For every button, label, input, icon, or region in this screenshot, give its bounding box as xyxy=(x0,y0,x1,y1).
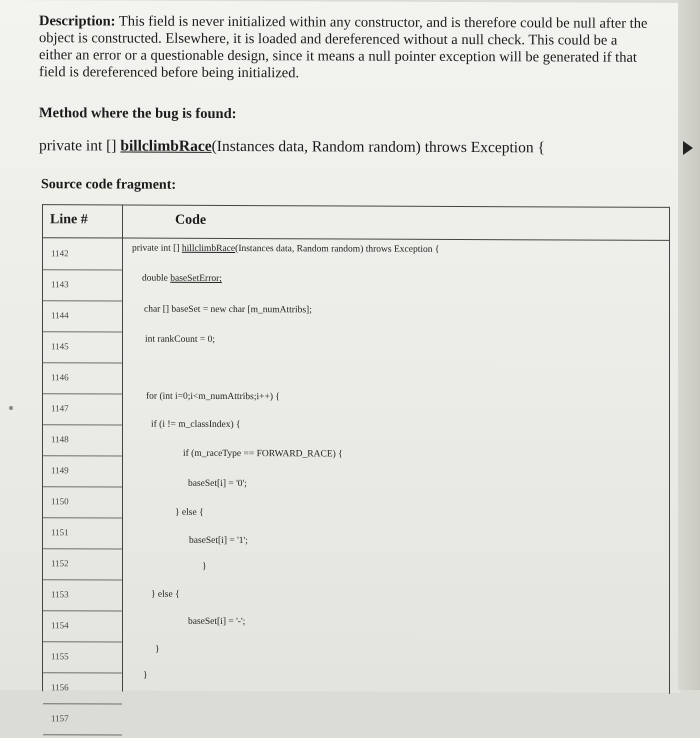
page-edge-shadow xyxy=(678,0,700,690)
line-number: 1149 xyxy=(51,465,69,476)
line-number: 1151 xyxy=(51,527,69,538)
code-line-1142 xyxy=(132,244,439,255)
margin-dot xyxy=(9,406,13,410)
code-line-1156: } xyxy=(155,644,160,655)
table-row xyxy=(43,455,122,487)
header-line-number: Line # xyxy=(50,212,88,228)
line-number: 1150 xyxy=(51,496,69,507)
table-row xyxy=(43,486,122,518)
code-1142-method: hillclimbRace xyxy=(181,243,236,255)
table-row xyxy=(43,548,122,580)
code-1143-field: baseSetError; xyxy=(170,273,222,284)
method-sig-suffix: (Instances data, Random random) throws Exception { xyxy=(211,137,545,157)
line-number: 1154 xyxy=(51,620,69,631)
line-number: 1148 xyxy=(51,434,69,445)
code-line-1144: char [] baseSet = new char [m_numAttribs]; xyxy=(144,304,312,316)
description-label: Description: xyxy=(39,13,116,30)
table-row xyxy=(43,579,122,611)
line-number: 1146 xyxy=(51,372,69,383)
method-signature xyxy=(39,137,545,157)
code-line-1154: } else { xyxy=(151,589,180,600)
code-line-1149: if (m_raceType == FORWARD_RACE) { xyxy=(183,448,343,460)
line-number: 1155 xyxy=(51,651,69,662)
code-line-1147: for (int i=0;i<m_numAttribs;i++) { xyxy=(146,391,280,403)
code-1142-prefix: private int [] xyxy=(132,243,182,254)
line-number: 1157 xyxy=(51,713,69,724)
line-number: 1143 xyxy=(51,279,69,290)
source-label: Source code fragment: xyxy=(41,177,177,193)
line-number: 1147 xyxy=(51,403,69,414)
code-line-1148: if (i != m_classIndex) { xyxy=(151,419,241,431)
code-line-1155: baseSet[i] = '-'; xyxy=(188,616,246,628)
pointer-arrow-icon xyxy=(683,141,693,155)
table-row xyxy=(43,331,122,363)
line-number: 1145 xyxy=(51,341,69,352)
description-text: This field is never initialized within any constructor, and is therefore could be null after the object is constructed. Elsewhere, it is loaded and dereferenced without a null check. This could be a either an error or a questionable design, since it means a null pointer exception will be generated if that field is dereferenced before being initialized. xyxy=(39,13,648,82)
table-row xyxy=(43,393,122,425)
line-number: 1142 xyxy=(51,248,69,259)
code-line-1157: } xyxy=(143,670,148,681)
table-row xyxy=(43,269,122,301)
code-line-1145: int rankCount = 0; xyxy=(145,334,216,345)
line-number: 1144 xyxy=(51,310,69,321)
line-number: 1152 xyxy=(51,558,69,569)
code-1143-prefix: double xyxy=(142,273,171,284)
table-row xyxy=(43,362,122,394)
code-line-1153: } xyxy=(202,561,207,572)
description-paragraph xyxy=(39,13,649,84)
source-code-table xyxy=(42,204,670,724)
code-line-1152: baseSet[i] = '1'; xyxy=(189,535,248,547)
table-row xyxy=(43,641,122,673)
table-row xyxy=(43,300,122,332)
line-number: 1153 xyxy=(51,589,69,600)
table-row xyxy=(43,424,122,456)
code-line-1151: } else { xyxy=(175,507,204,518)
table-row xyxy=(43,238,122,270)
table-row xyxy=(43,672,122,704)
column-divider xyxy=(122,206,123,692)
table-row xyxy=(43,517,122,549)
code-line-1150: baseSet[i] = '0'; xyxy=(188,478,247,490)
method-label: Method where the bug is found: xyxy=(39,105,237,123)
table-row xyxy=(43,610,122,642)
header-code: Code xyxy=(175,212,207,228)
method-sig-prefix: private int [] xyxy=(39,137,121,155)
table-row xyxy=(43,703,122,735)
method-sig-name: billclimbRace xyxy=(120,137,212,155)
line-number: 1156 xyxy=(51,682,69,693)
code-line-1143 xyxy=(142,274,222,284)
code-1142-suffix: (Instances data, Random random) throws Exception { xyxy=(235,244,440,255)
table-header-row xyxy=(43,205,669,241)
